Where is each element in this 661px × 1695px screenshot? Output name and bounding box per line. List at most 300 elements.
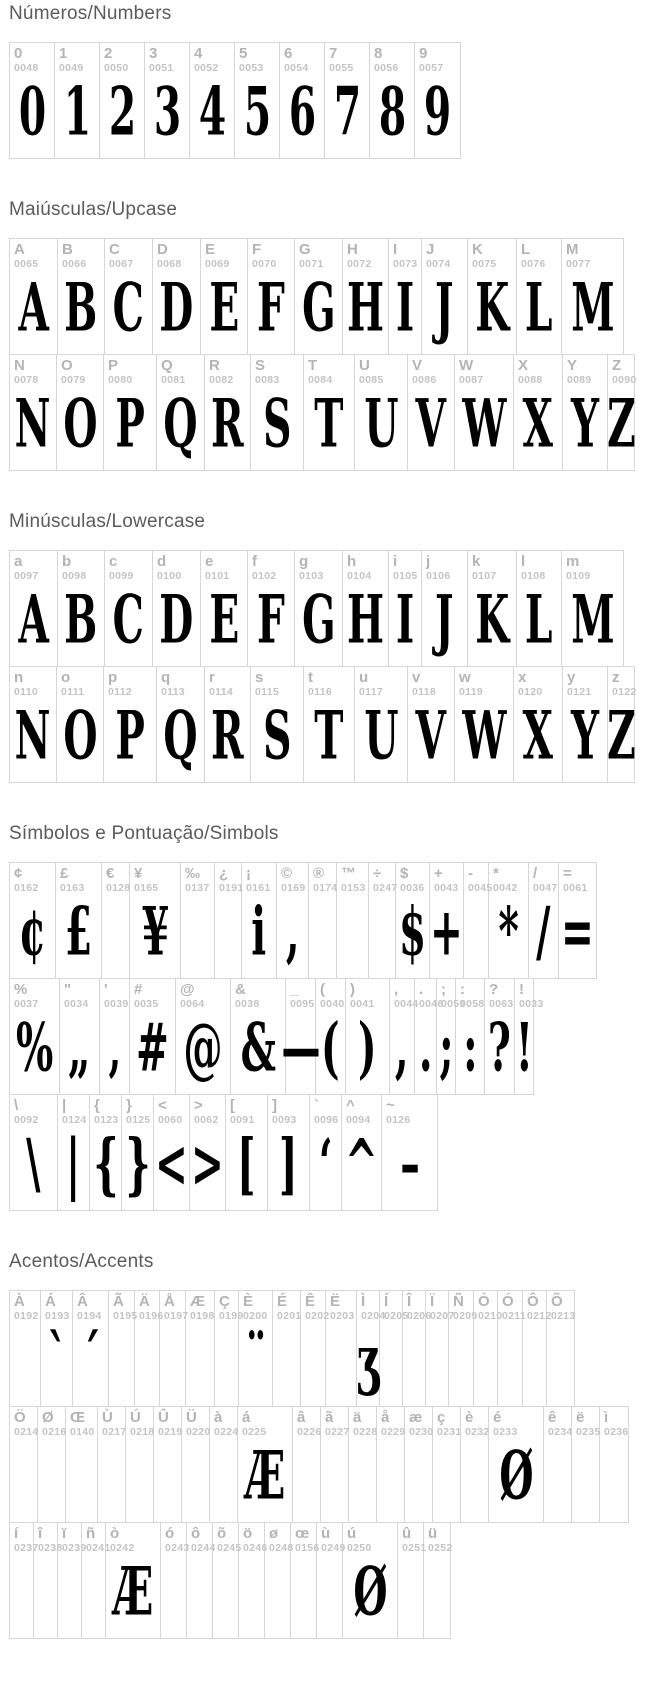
cell-char-label: Í — [384, 1293, 389, 1310]
cell-glyph-zone — [456, 1009, 484, 1094]
cell-glyph: R — [211, 697, 244, 775]
char-row — [9, 42, 461, 159]
char-cell — [273, 1291, 301, 1406]
cell-glyph-zone — [104, 697, 156, 782]
cell-code-label: 0191 — [219, 881, 244, 894]
cell-code-label: 0033 — [519, 997, 544, 1010]
cell-char-label: k — [472, 553, 481, 570]
char-cell — [82, 1523, 111, 1638]
char-cell — [104, 667, 157, 782]
char-cell — [356, 1291, 386, 1406]
cell-code-label: 0229 — [381, 1425, 406, 1438]
cell-glyph: < — [155, 1125, 188, 1203]
cell-label — [265, 1523, 294, 1558]
cell-char-label: a — [14, 553, 23, 570]
char-cell — [201, 239, 248, 354]
cell-label — [317, 1523, 346, 1558]
cell-glyph-zone — [355, 697, 407, 782]
cell-char-label: - — [468, 865, 473, 882]
cell-char-label: Ø — [42, 1409, 54, 1426]
cell-glyph-zone — [343, 1553, 397, 1638]
cell-glyph-zone — [58, 269, 104, 354]
cell-code-label: 0156 — [295, 1541, 320, 1554]
cell-glyph-zone — [559, 893, 596, 978]
char-cell — [10, 979, 60, 1094]
cell-glyph: F — [257, 269, 285, 347]
cell-code-label: 0110 — [14, 685, 38, 698]
cell-char-label: Â — [77, 1293, 88, 1310]
cell-glyph-zone — [474, 1326, 497, 1406]
cell-glyph-zone — [10, 893, 55, 978]
cell-glyph-zone — [337, 898, 368, 978]
cell-char-label: : — [460, 981, 465, 998]
cell-code-label: 0161 — [246, 881, 271, 894]
cell-glyph: i — [251, 893, 267, 971]
char-cell — [55, 43, 100, 158]
cell-char-label: Û — [158, 1409, 169, 1426]
cell-char-label: ® — [313, 865, 325, 882]
cell-code-label: 0120 — [518, 685, 543, 698]
char-cell — [342, 1095, 382, 1210]
cell-code-label: 0064 — [180, 997, 205, 1010]
cell-char-label: Ê — [305, 1293, 316, 1310]
cell-glyph-zone — [105, 269, 152, 354]
cell-char-label: z — [612, 669, 620, 686]
char-cell — [239, 1291, 273, 1406]
cell-char-label: p — [108, 669, 118, 686]
cell-char-label: Ò — [478, 1293, 490, 1310]
cell-glyph: I — [395, 581, 415, 659]
cell-label — [405, 1407, 432, 1442]
cell-glyph-zone — [325, 73, 369, 158]
cell-code-label: 0207 — [430, 1309, 455, 1322]
cell-glyph: & — [240, 1009, 276, 1087]
cell-glyph-zone — [342, 1125, 381, 1210]
cell-glyph: # — [136, 1009, 169, 1087]
cell-glyph: / — [536, 893, 551, 971]
cell-glyph-zone — [304, 697, 354, 782]
cell-code-label: 0213 — [551, 1309, 576, 1322]
char-cell — [291, 1523, 320, 1638]
cell-label — [426, 1291, 455, 1326]
char-cell — [321, 1407, 349, 1522]
cell-glyph-zone — [145, 73, 189, 158]
cell-char-label: ) — [350, 981, 355, 998]
cell-char-label: W — [459, 357, 474, 374]
cell-code-label: 0053 — [239, 61, 264, 74]
cell-char-label: X — [518, 357, 529, 374]
cell-code-label: 0097 — [14, 569, 39, 582]
cell-glyph-zone — [248, 269, 294, 354]
char-cell — [468, 239, 517, 354]
char-cell — [474, 1291, 503, 1406]
char-cell — [100, 43, 145, 158]
char-cell — [157, 355, 205, 470]
char-row — [9, 354, 635, 471]
cell-code-label: 0206 — [407, 1309, 432, 1322]
cell-glyph-zone — [398, 1558, 423, 1638]
cell-char-label: ? — [489, 981, 499, 998]
cell-glyph: L — [525, 581, 553, 659]
char-cell — [408, 355, 455, 470]
cell-glyph: , — [285, 893, 300, 971]
cell-char-label: n — [14, 669, 24, 686]
cell-glyph-zone — [343, 581, 388, 666]
cell-char-label: ‰ — [185, 865, 200, 882]
cell-char-label: ä — [353, 1409, 362, 1426]
cell-char-label: 0 — [14, 45, 23, 62]
cell-code-label: 0050 — [104, 61, 129, 74]
cell-glyph-zone — [326, 1326, 356, 1406]
cell-label — [464, 863, 493, 898]
cell-label — [186, 1291, 214, 1326]
cell-char-label: S — [255, 357, 266, 374]
cell-glyph-zone — [389, 581, 421, 666]
char-cell — [377, 1407, 405, 1522]
cell-glyph-zone — [422, 269, 467, 354]
cell-char-label: è — [465, 1409, 474, 1426]
char-cell — [181, 863, 215, 978]
cell-code-label: 0051 — [149, 61, 174, 74]
cell-char-label: ' — [104, 981, 108, 998]
cell-code-label: 0039 — [104, 997, 129, 1010]
char-cell — [415, 43, 460, 158]
cell-char-label: ê — [548, 1409, 557, 1426]
char-cell — [544, 1407, 572, 1522]
cell-char-label: Á — [45, 1293, 56, 1310]
cell-glyph: > — [191, 1125, 224, 1203]
cell-glyph-zone — [304, 385, 354, 470]
cell-glyph: Ø — [498, 1437, 534, 1515]
section-rows-lowercase — [9, 550, 635, 783]
cell-code-label: 0111 — [61, 685, 85, 698]
cell-glyph: | — [66, 1125, 81, 1203]
cell-glyph-zone — [34, 1558, 57, 1638]
char-cell — [430, 863, 464, 978]
cell-label — [10, 1291, 40, 1326]
cell-glyph-zone — [291, 1558, 316, 1638]
cell-code-label: 0079 — [61, 373, 86, 386]
cell-code-label: 0074 — [426, 257, 451, 270]
cell-code-label: 0081 — [161, 373, 186, 386]
cell-char-label: v — [412, 669, 421, 686]
char-cell — [304, 355, 355, 470]
cell-code-label: 0072 — [347, 257, 372, 270]
char-cell — [449, 1291, 478, 1406]
cell-code-label: 0078 — [14, 373, 39, 386]
char-cell — [41, 1291, 73, 1406]
char-cell — [186, 1291, 215, 1406]
cell-glyph: F — [257, 581, 285, 659]
cell-glyph-zone — [190, 1125, 225, 1210]
cell-glyph: 1 — [63, 73, 91, 151]
cell-glyph: ¥ — [141, 893, 169, 971]
cell-code-label: 0040 — [320, 997, 345, 1010]
char-cell — [293, 1407, 321, 1522]
cell-label — [102, 863, 129, 898]
cell-char-label: Q — [161, 357, 173, 374]
cell-glyph: $ — [398, 893, 427, 971]
char-cell — [310, 1095, 342, 1210]
cell-code-label: 0153 — [341, 881, 366, 894]
cell-glyph: P — [115, 697, 145, 775]
cell-glyph-zone — [455, 697, 513, 782]
cell-char-label: M — [566, 241, 579, 258]
cell-glyph: Y — [570, 697, 599, 775]
cell-code-label: 0140 — [70, 1425, 95, 1438]
section-rows-uppercase — [9, 238, 635, 471]
cell-label — [58, 1523, 87, 1558]
cell-glyph: W — [461, 697, 507, 775]
cell-char-label: F — [252, 241, 262, 258]
cell-code-label: 0212 — [527, 1309, 552, 1322]
char-cell — [280, 43, 325, 158]
cell-glyph-zone — [426, 1326, 448, 1406]
cell-code-label: 0245 — [217, 1541, 242, 1554]
char-cell — [563, 667, 608, 782]
cell-code-label: 0219 — [158, 1425, 183, 1438]
cell-char-label: õ — [217, 1525, 227, 1542]
cell-char-label: ~ — [386, 1097, 395, 1114]
cell-glyph-zone — [201, 269, 247, 354]
section-rows-symbols — [9, 862, 597, 1211]
cell-code-label: 0061 — [563, 881, 588, 894]
cell-glyph-zone — [461, 1442, 488, 1522]
char-cell — [485, 979, 515, 1094]
cell-code-label: 0093 — [272, 1113, 297, 1126]
cell-code-label: 0107 — [472, 569, 497, 582]
char-cell — [405, 1407, 433, 1522]
char-cell — [343, 551, 389, 666]
cell-label — [398, 1523, 427, 1558]
cell-glyph: ‚ — [107, 1009, 122, 1087]
cell-char-label: Ö — [14, 1409, 26, 1426]
char-cell — [57, 667, 104, 782]
cell-char-label: Z — [612, 357, 622, 374]
cell-glyph-zone — [606, 385, 636, 470]
char-cell — [301, 1291, 330, 1406]
char-cell — [157, 667, 205, 782]
char-cell — [130, 863, 181, 978]
cell-glyph: + — [430, 893, 463, 971]
char-cell — [517, 239, 562, 354]
cell-glyph-zone — [248, 581, 294, 666]
cell-char-label: ( — [320, 981, 325, 998]
cell-glyph-zone — [396, 893, 429, 978]
cell-char-label: y — [567, 669, 576, 686]
char-cell — [424, 1523, 453, 1638]
cell-code-label: 0058 — [460, 997, 485, 1010]
cell-code-label: 0128 — [106, 881, 131, 894]
cell-glyph-zone — [415, 73, 460, 158]
cell-glyph-zone — [239, 1321, 272, 1406]
section-symbols — [9, 823, 661, 1211]
cell-char-label: < — [158, 1097, 167, 1114]
char-cell — [433, 1407, 461, 1522]
cell-char-label: 2 — [104, 45, 113, 62]
cell-glyph: J — [435, 581, 454, 659]
char-cell — [238, 1407, 293, 1522]
char-cell — [523, 1291, 552, 1406]
cell-glyph-zone — [295, 581, 342, 666]
char-cell — [515, 979, 544, 1094]
cell-code-label: 0243 — [165, 1541, 190, 1554]
char-cell — [126, 1407, 154, 1522]
cell-glyph: % — [15, 1009, 54, 1087]
cell-code-label: 0060 — [158, 1113, 183, 1126]
cell-char-label: ÷ — [373, 865, 382, 882]
char-cell — [161, 1523, 190, 1638]
cell-glyph-zone — [382, 1125, 437, 1210]
cell-char-label: ã — [325, 1409, 334, 1426]
cell-char-label: B — [62, 241, 73, 258]
cell-glyph-zone — [529, 893, 558, 978]
char-cell — [606, 355, 637, 470]
cell-glyph-zone — [215, 1326, 238, 1406]
cell-glyph: ¨ — [245, 1321, 266, 1399]
cell-code-label: 0102 — [252, 569, 277, 582]
cell-char-label: ` — [314, 1097, 319, 1114]
char-cell — [10, 1291, 41, 1406]
char-cell — [105, 551, 153, 666]
cell-code-label: 0211 — [502, 1309, 526, 1322]
char-cell — [248, 551, 295, 666]
cell-glyph-zone — [157, 697, 204, 782]
cell-glyph-zone — [430, 893, 463, 978]
char-cell — [403, 1291, 432, 1406]
cell-char-label: ç — [437, 1409, 446, 1426]
cell-code-label: 0044 — [394, 997, 419, 1010]
cell-code-label: 0089 — [567, 373, 592, 386]
char-cell — [277, 863, 309, 978]
cell-glyph: T — [314, 697, 344, 775]
cell-code-label: 0125 — [126, 1113, 151, 1126]
cell-code-label: 0237 — [14, 1541, 39, 1554]
cell-glyph-zone — [130, 1009, 175, 1094]
cell-glyph-zone — [464, 898, 488, 978]
cell-code-label: 0232 — [465, 1425, 490, 1438]
cell-code-label: 0059 — [441, 997, 466, 1010]
char-cell — [489, 863, 529, 978]
cell-glyph-zone — [563, 697, 607, 782]
cell-glyph: B — [64, 581, 98, 659]
cell-char-label: [ — [230, 1097, 235, 1114]
cell-char-label: N — [14, 357, 25, 374]
cell-glyph-zone — [498, 1326, 522, 1406]
char-cell — [390, 979, 419, 1094]
cell-char-label: ! — [519, 981, 524, 998]
cell-char-label: ; — [441, 981, 446, 998]
cell-char-label: ¿ — [219, 865, 229, 882]
cell-char-label: 7 — [329, 45, 338, 62]
char-cell — [58, 1523, 87, 1638]
cell-char-label: H — [347, 241, 358, 258]
cell-glyph-zone — [268, 1125, 309, 1210]
cell-char-label: w — [459, 669, 471, 686]
cell-glyph: . — [418, 1009, 433, 1087]
cell-glyph-zone — [405, 1442, 432, 1522]
cell-char-label: á — [242, 1409, 251, 1426]
cell-glyph-zone — [58, 1125, 89, 1210]
section-title-lowercase: Minúsculas/Lowercase — [9, 511, 206, 532]
cell-glyph-zone — [57, 697, 103, 782]
cell-glyph-zone — [408, 697, 454, 782]
cell-code-label: 0241 — [86, 1541, 111, 1554]
cell-glyph: Q — [163, 385, 198, 463]
cell-glyph-zone — [60, 1009, 99, 1094]
char-cell — [529, 863, 559, 978]
cell-char-label: V — [412, 357, 423, 374]
char-cell — [105, 239, 153, 354]
cell-glyph-zone — [424, 1558, 450, 1638]
cell-char-label: é — [493, 1409, 502, 1426]
cell-label — [182, 1407, 209, 1442]
char-cell — [563, 355, 608, 470]
cell-label — [273, 1291, 300, 1326]
cell-glyph: — — [280, 1009, 321, 1087]
cell-glyph: ! — [515, 1009, 533, 1087]
cell-glyph: E — [209, 269, 239, 347]
cell-glyph: U — [363, 697, 399, 775]
cell-char-label: ù — [321, 1525, 331, 1542]
cell-char-label: ^ — [346, 1097, 355, 1114]
cell-glyph-zone — [57, 385, 103, 470]
char-cell — [242, 863, 277, 978]
cell-code-label: 0086 — [412, 373, 437, 386]
cell-glyph-zone — [10, 1558, 33, 1638]
cell-glyph: V — [415, 697, 447, 775]
char-cell — [514, 355, 563, 470]
char-cell — [34, 1523, 63, 1638]
cell-char-label: â — [297, 1409, 306, 1426]
cell-code-label: 0251 — [402, 1541, 427, 1554]
cell-code-label: 0045 — [468, 881, 493, 894]
cell-code-label: 0230 — [409, 1425, 434, 1438]
cell-glyph-zone — [544, 1442, 571, 1522]
cell-char-label: ó — [165, 1525, 175, 1542]
cell-glyph: E — [209, 581, 239, 659]
cell-glyph-zone — [251, 697, 303, 782]
cell-glyph-zone — [105, 581, 152, 666]
char-cell — [190, 1095, 226, 1210]
cell-glyph-zone — [310, 1125, 341, 1210]
cell-glyph: ) — [358, 1009, 377, 1087]
cell-char-label: Ë — [330, 1293, 341, 1310]
cell-glyph: L — [525, 269, 553, 347]
cell-char-label: Y — [567, 357, 578, 374]
cell-code-label: 0105 — [393, 569, 418, 582]
char-cell — [422, 551, 468, 666]
cell-glyph-zone — [109, 1326, 134, 1406]
cell-code-label: 0225 — [242, 1425, 267, 1438]
cell-glyph: 7 — [333, 73, 361, 151]
char-cell — [58, 551, 105, 666]
cell-glyph-zone — [408, 385, 454, 470]
cell-code-label: 0226 — [297, 1425, 322, 1438]
cell-char-label: \ — [14, 1097, 19, 1114]
cell-glyph-zone — [321, 1442, 348, 1522]
cell-code-label: 0218 — [130, 1425, 155, 1438]
cell-glyph: D — [159, 269, 194, 347]
char-cell — [572, 1407, 600, 1522]
char-cell — [56, 863, 102, 978]
cell-code-label: 0162 — [14, 881, 39, 894]
cell-glyph: A — [18, 581, 49, 659]
cell-char-label: } — [126, 1097, 132, 1114]
cell-glyph: 2 — [108, 73, 136, 151]
cell-glyph-zone — [10, 581, 57, 666]
cell-glyph-zone — [355, 385, 407, 470]
